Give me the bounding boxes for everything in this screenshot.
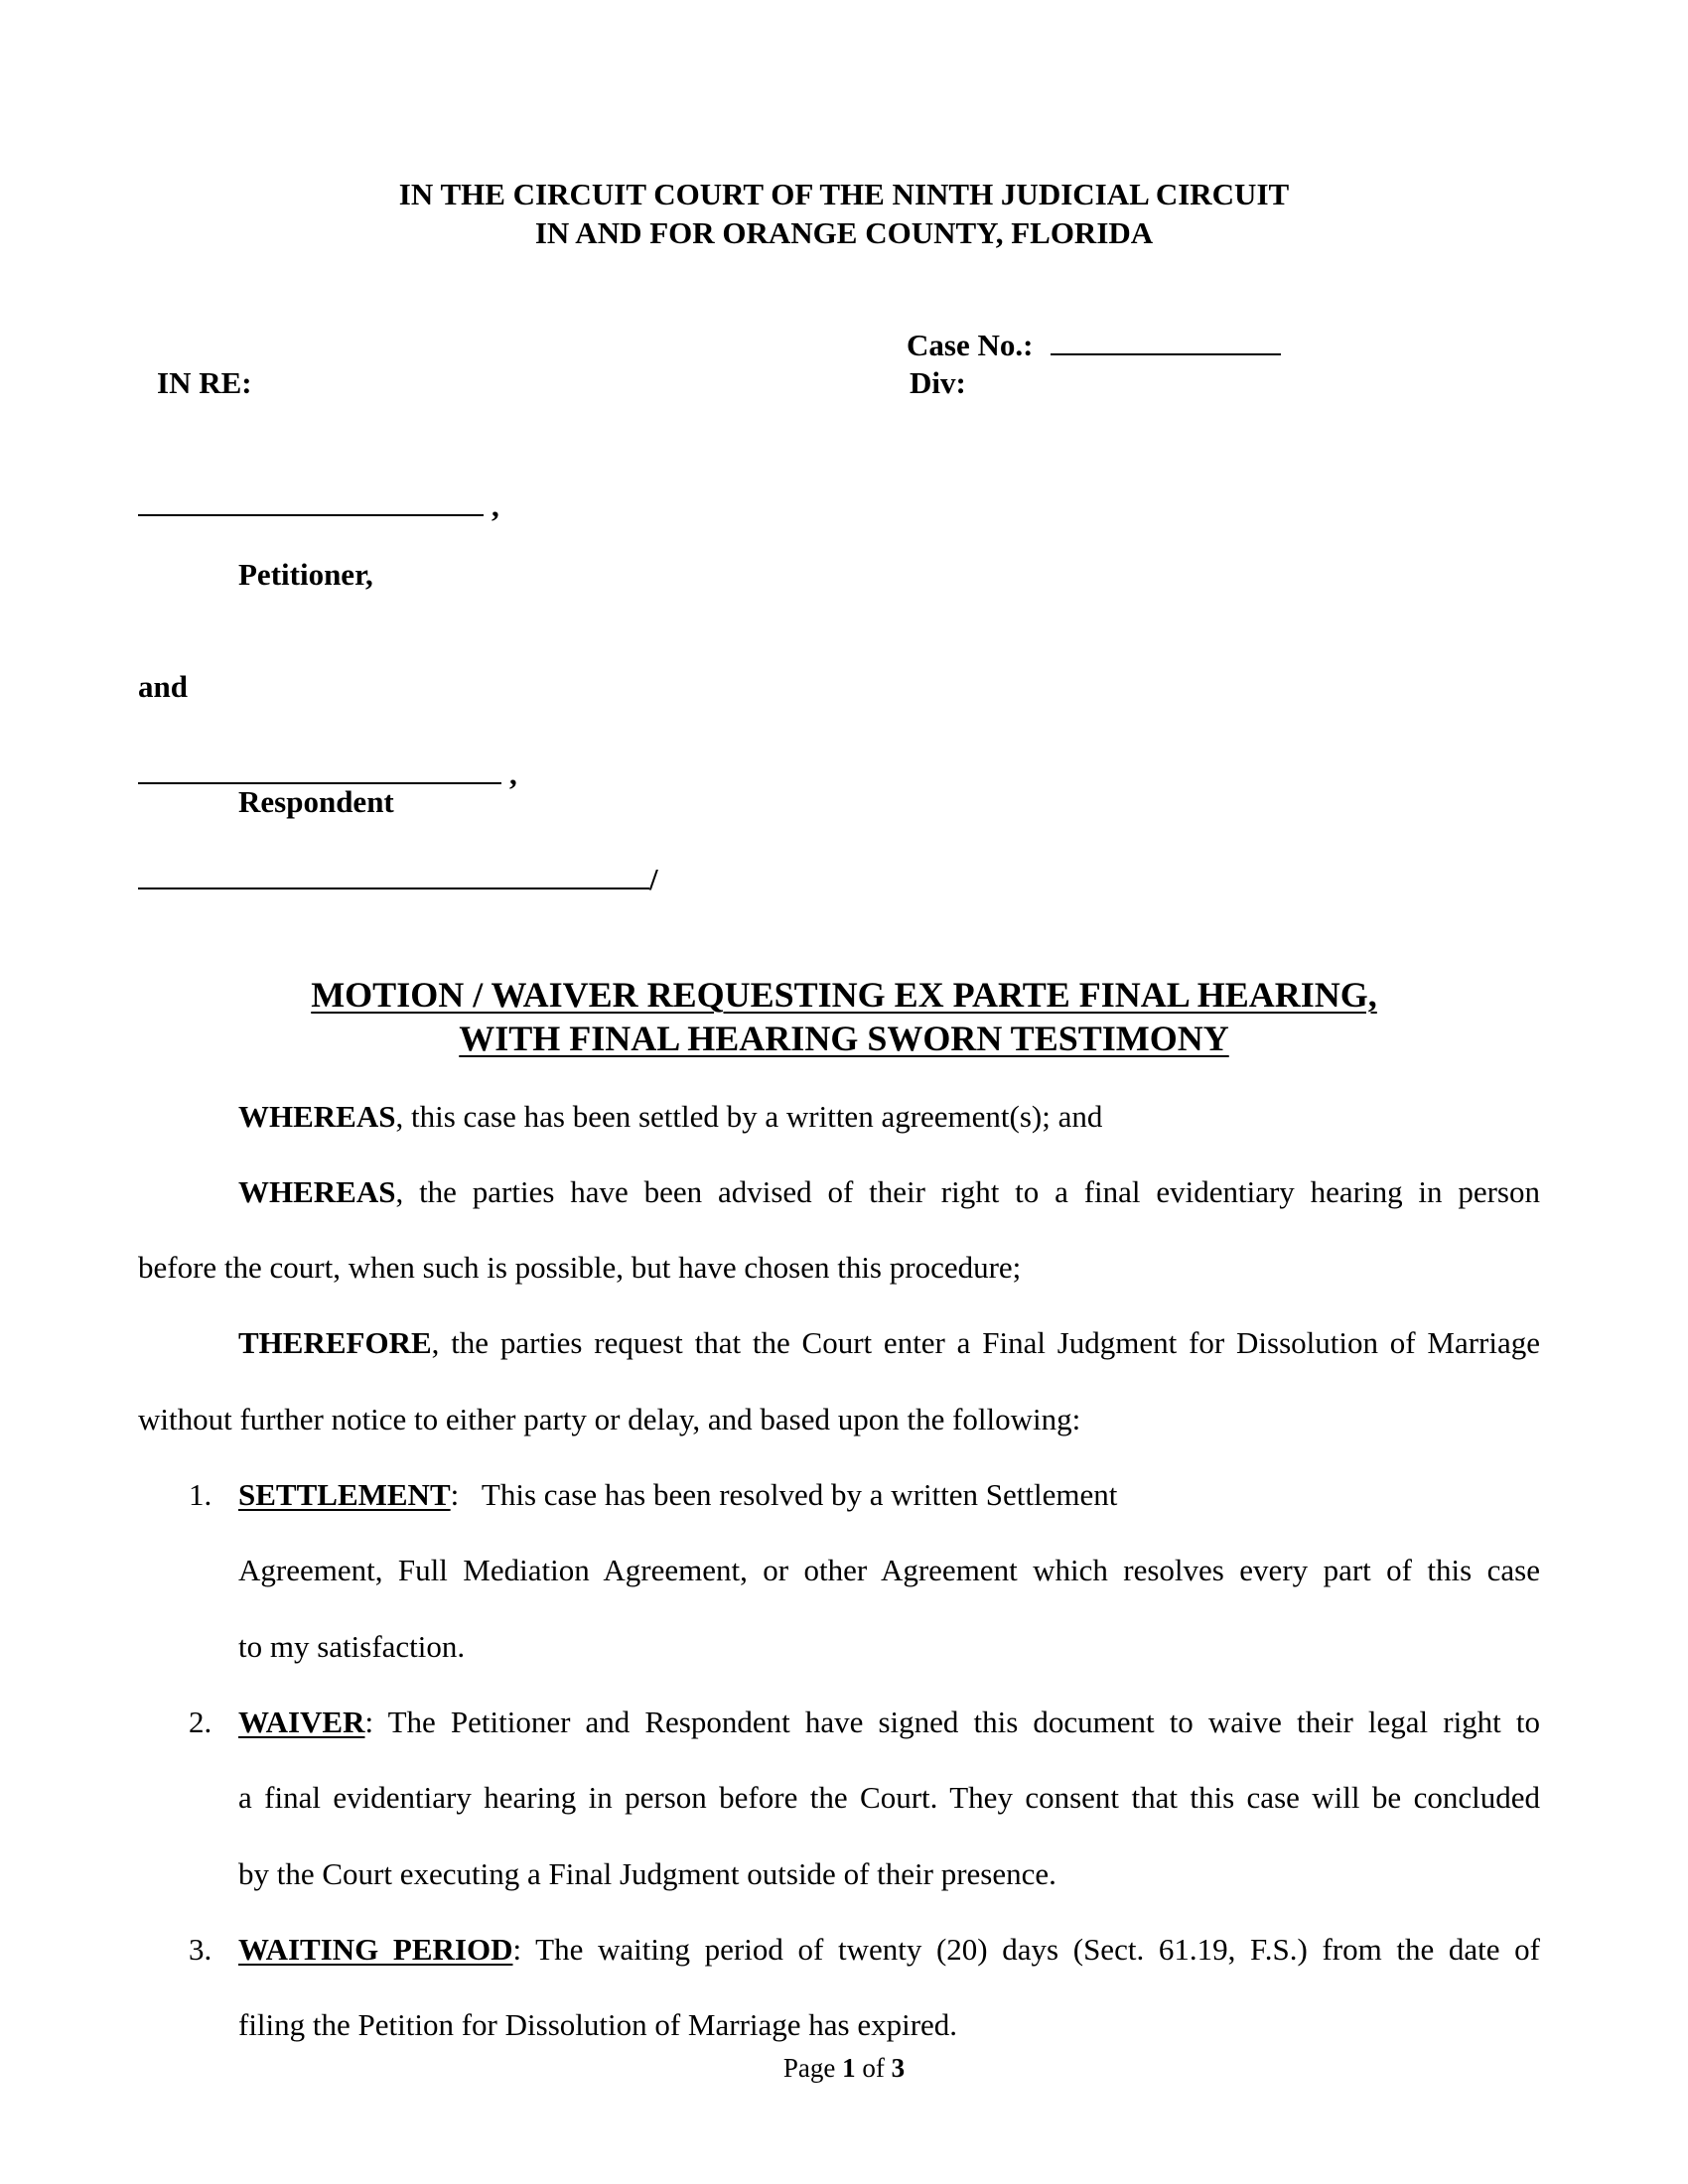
item-3-line1: WAITING PERIOD: The waiting period of twenty (20) days (Sect. 61.19, F.S.) from the date of (238, 1932, 1540, 1967)
respondent-label: Respondent (238, 784, 394, 819)
item-1-number: 1. (189, 1477, 212, 1512)
item-1-line2: Agreement, Full Mediation Agreement, or other Agreement which resolves every part of this case (238, 1553, 1540, 1587)
and-label: and (138, 669, 188, 704)
motion-title-line2: WITH FINAL HEARING SWORN TESTIMONY (459, 1019, 1229, 1058)
petitioner-name-blank[interactable] (138, 486, 484, 516)
respondent-name-blank[interactable] (138, 754, 501, 784)
in-re-label: IN RE: (157, 365, 252, 400)
respondent-comma: , (509, 756, 517, 791)
whereas-paragraph-1: WHEREAS, this case has been settled by a written agreement(s); and (238, 1099, 1103, 1134)
case-number-blank[interactable] (1051, 326, 1281, 355)
item-2-line3: by the Court executing a Final Judgment outside of their presence. (238, 1856, 1056, 1891)
caption-slash: / (649, 862, 658, 896)
motion-title-line1: MOTION / WAIVER REQUESTING EX PARTE FINAL HEARING, (311, 975, 1377, 1015)
whereas-paragraph-2-line2: before the court, when such is possible, but have chosen this procedure; (138, 1250, 1022, 1285)
caption-closing-rule (138, 860, 649, 889)
therefore-paragraph-line1: THEREFORE, the parties request that the Court enter a Final Judgment for Dissolution of Marriage (238, 1325, 1540, 1360)
case-number-label: Case No.: (907, 328, 1034, 362)
item-1-line1: SETTLEMENT: This case has been resolved by a written Settlement (238, 1477, 1118, 1512)
item-3-line2: filing the Petition for Dissolution of Marriage has expired. (238, 2007, 958, 2042)
petitioner-comma: , (492, 488, 499, 523)
petitioner-name-field (138, 486, 499, 524)
item-2-heading: WAIVER (238, 1705, 365, 1739)
petitioner-label: Petitioner, (238, 557, 373, 592)
caption-closing-line (138, 860, 658, 897)
court-name-line2: IN AND FOR ORANGE COUNTY, FLORIDA (534, 215, 1154, 250)
page-number: Page 1 of 3 (782, 2053, 906, 2083)
item-2-number: 2. (189, 1705, 212, 1739)
item-1-line3: to my satisfaction. (238, 1629, 466, 1664)
case-number-field (907, 326, 1281, 363)
item-2-line2: a final evidentiary hearing in person before the Court. They consent that this case will be concluded (238, 1780, 1540, 1815)
item-1-heading: SETTLEMENT (238, 1477, 451, 1512)
item-3-number: 3. (189, 1932, 212, 1967)
whereas-paragraph-2-line1: WHEREAS, the parties have been advised of their right to a final evidentiary hearing in person (238, 1174, 1540, 1209)
item-2-line1: WAIVER: The Petitioner and Respondent have signed this document to waive their legal right to (238, 1705, 1540, 1739)
court-name-line1: IN THE CIRCUIT COURT OF THE NINTH JUDICIAL CIRCUIT (398, 177, 1290, 211)
therefore-paragraph-line2: without further notice to either party or delay, and based upon the following: (138, 1402, 1081, 1436)
item-3-heading: WAITING PERIOD (238, 1932, 513, 1967)
division-label: Div: (910, 365, 966, 400)
